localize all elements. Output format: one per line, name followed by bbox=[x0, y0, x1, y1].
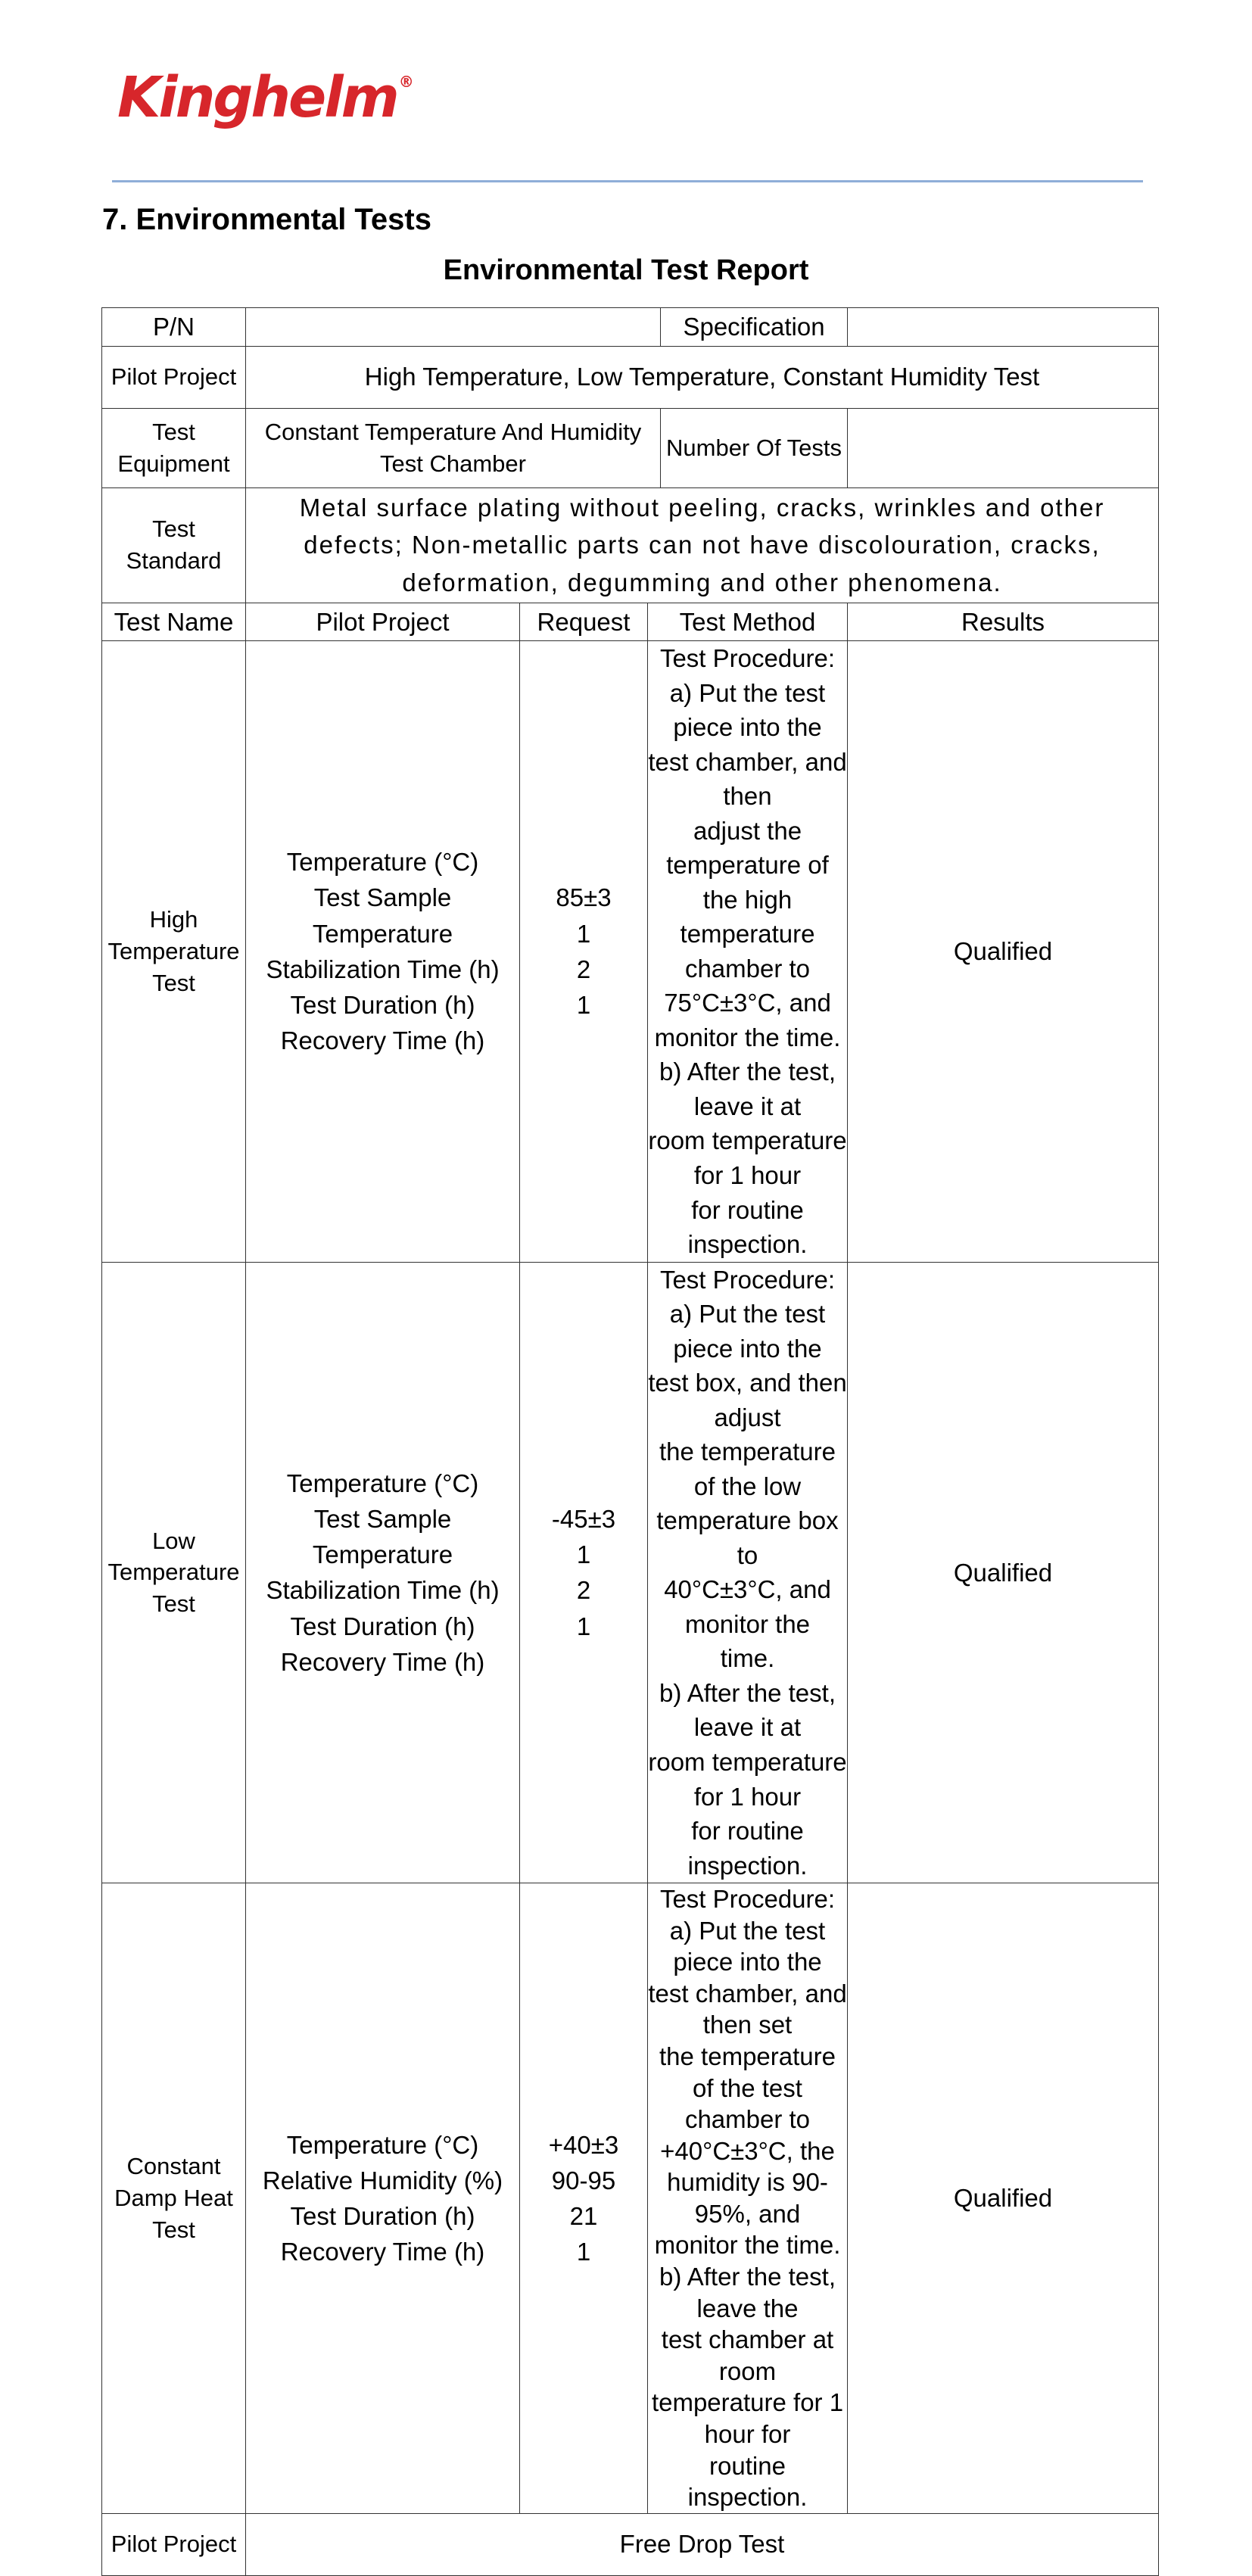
request-value: 1 bbox=[576, 1540, 591, 1569]
test-name-line: Constant bbox=[126, 2153, 221, 2180]
method-line: a) Put the test piece into the bbox=[669, 1300, 826, 1363]
pilot-item: Test Sample bbox=[313, 1504, 452, 1533]
method-line: test chamber, and then set bbox=[648, 1979, 847, 2039]
method-line: temperature for 1 hour for bbox=[651, 2388, 844, 2448]
method-line: the temperature of the test bbox=[659, 2042, 836, 2102]
environmental-test-table bbox=[101, 307, 1159, 2576]
method-line: temperature box to bbox=[656, 1506, 839, 1569]
method-line: room temperature for 1 hour bbox=[648, 1126, 847, 1189]
pilot-label: Pilot Project bbox=[102, 346, 246, 408]
kinghelm-logo bbox=[117, 65, 414, 130]
method-line: the temperature of the low bbox=[659, 1438, 836, 1500]
test-name-line: Test bbox=[152, 1590, 195, 1618]
pilot-item: Test Duration (h) bbox=[290, 2201, 475, 2230]
pilot-item: Recovery Time (h) bbox=[280, 1647, 485, 1676]
result: Qualified bbox=[848, 1883, 1159, 2514]
method-line: monitor the time. bbox=[654, 1023, 841, 1051]
pilot-items bbox=[246, 641, 520, 1263]
logo-text: Kinghelm bbox=[117, 65, 397, 130]
table-row bbox=[102, 1262, 1159, 1883]
header-divider bbox=[112, 180, 1143, 182]
pilot-item: Temperature (°C) bbox=[286, 848, 479, 877]
test-name-line: Temperature bbox=[107, 937, 240, 964]
request-value: 1 bbox=[576, 990, 591, 1019]
footer-pilot-value: Free Drop Test bbox=[246, 2513, 1159, 2575]
method-line: routine inspection. bbox=[687, 2451, 808, 2512]
col-request: Request bbox=[520, 603, 648, 641]
request-value: 2 bbox=[576, 955, 591, 983]
method-line: Test Procedure: bbox=[659, 1265, 836, 1294]
method-line: a) Put the test piece into the bbox=[669, 678, 826, 742]
num-tests-label: Number Of Tests bbox=[661, 408, 848, 487]
request-value: 1 bbox=[576, 2238, 591, 2266]
method-line: test chamber, and then bbox=[648, 747, 847, 811]
standard-label: Test Standard bbox=[102, 487, 246, 603]
test-method bbox=[648, 1883, 848, 2514]
pilot-value: High Temperature, Low Temperature, Constant Humidity Test bbox=[246, 346, 1159, 408]
test-name-line: Temperature bbox=[107, 1559, 240, 1586]
request-value: 1 bbox=[576, 1612, 591, 1640]
request-value: 2 bbox=[576, 1576, 591, 1605]
test-method bbox=[648, 641, 848, 1263]
spec-value bbox=[848, 308, 1159, 347]
pilot-item: Temperature bbox=[312, 919, 453, 948]
pilot-item: Test Duration (h) bbox=[290, 1612, 475, 1640]
result: Qualified bbox=[848, 1262, 1159, 1883]
method-line: chamber to 75°C±3°C, and bbox=[664, 954, 831, 1017]
test-name-line: Damp Heat bbox=[114, 2184, 233, 2211]
pilot-item: Test Duration (h) bbox=[290, 990, 475, 1019]
test-name-line: Test bbox=[152, 2216, 195, 2243]
num-tests-value bbox=[848, 408, 1159, 487]
method-line: for routine inspection. bbox=[687, 1817, 808, 1880]
test-name-line: High bbox=[149, 906, 198, 933]
test-name bbox=[102, 1883, 246, 2514]
col-test-name: Test Name bbox=[102, 603, 246, 641]
method-line: test box, and then adjust bbox=[648, 1369, 847, 1431]
pilot-item: Stabilization Time (h) bbox=[266, 955, 500, 983]
test-name bbox=[102, 641, 246, 1263]
table-row bbox=[102, 1883, 1159, 2514]
method-line: Test Procedure: bbox=[659, 644, 836, 672]
pilot-item: Test Sample bbox=[313, 883, 452, 912]
method-line: chamber to +40°C±3°C, the bbox=[660, 2105, 835, 2165]
method-line: humidity is 90-95%, and bbox=[667, 2168, 828, 2228]
result: Qualified bbox=[848, 641, 1159, 1263]
request-values bbox=[520, 1883, 648, 2514]
equipment-label: Test Equipment bbox=[102, 408, 246, 487]
request-value: +40±3 bbox=[548, 2130, 619, 2159]
pilot-item: Temperature (°C) bbox=[286, 2130, 479, 2159]
request-value: -45±3 bbox=[551, 1504, 616, 1533]
standard-value: Metal surface plating without peeling, cracks, wrinkles and other defects; Non-metallic parts can not have discolouration, cracks, deformation, degumming and other phenomena. bbox=[246, 487, 1159, 603]
spec-label: Specification bbox=[661, 308, 848, 347]
pilot-item: Recovery Time (h) bbox=[280, 1026, 485, 1055]
test-name-line: Test bbox=[152, 969, 195, 996]
method-line: b) After the test, leave it at bbox=[659, 1678, 836, 1742]
pilot-item: Temperature (°C) bbox=[286, 1469, 479, 1497]
col-pilot-project: Pilot Project bbox=[246, 603, 520, 641]
test-name-line: Low bbox=[152, 1527, 195, 1554]
col-results: Results bbox=[848, 603, 1159, 641]
pilot-item: Stabilization Time (h) bbox=[266, 1576, 500, 1605]
method-line: monitor the time. bbox=[654, 2231, 841, 2260]
request-value: 21 bbox=[569, 2201, 598, 2230]
method-line: the high temperature bbox=[680, 885, 815, 948]
pilot-item: Temperature bbox=[312, 1540, 453, 1569]
pilot-item: Relative Humidity (%) bbox=[262, 2166, 503, 2194]
table-row bbox=[102, 641, 1159, 1263]
test-name bbox=[102, 1262, 246, 1883]
request-values bbox=[520, 641, 648, 1263]
col-test-method: Test Method bbox=[648, 603, 848, 641]
test-method bbox=[648, 1262, 848, 1883]
method-line: b) After the test, leave the bbox=[659, 2263, 836, 2322]
pn-label: P/N bbox=[102, 308, 246, 347]
method-line: Test Procedure: bbox=[659, 1885, 836, 1914]
method-line: time. bbox=[720, 1644, 775, 1673]
method-line: test chamber at room bbox=[661, 2325, 834, 2385]
section-title: 7. Environmental Tests bbox=[102, 203, 431, 236]
request-value: 90-95 bbox=[551, 2166, 616, 2194]
pilot-item: Recovery Time (h) bbox=[280, 2238, 485, 2266]
registered-mark: ® bbox=[398, 73, 414, 91]
footer-pilot-label: Pilot Project bbox=[102, 2513, 246, 2575]
method-line: b) After the test, leave it at bbox=[659, 1057, 836, 1120]
method-line: for routine inspection. bbox=[687, 1195, 808, 1259]
report-title: Environmental Test Report bbox=[443, 254, 809, 286]
method-line: room temperature for 1 hour bbox=[648, 1748, 847, 1811]
pn-value bbox=[246, 308, 661, 347]
pilot-items bbox=[246, 1883, 520, 2514]
method-line: 40°C±3°C, and monitor the bbox=[664, 1575, 831, 1638]
request-values bbox=[520, 1262, 648, 1883]
method-line: a) Put the test piece into the bbox=[669, 1916, 826, 1976]
request-value: 85±3 bbox=[556, 883, 612, 912]
method-line: adjust the temperature of bbox=[666, 816, 829, 880]
request-value: 1 bbox=[576, 919, 591, 948]
equipment-value: Constant Temperature And Humidity Test Chamber bbox=[246, 408, 661, 487]
pilot-items bbox=[246, 1262, 520, 1883]
